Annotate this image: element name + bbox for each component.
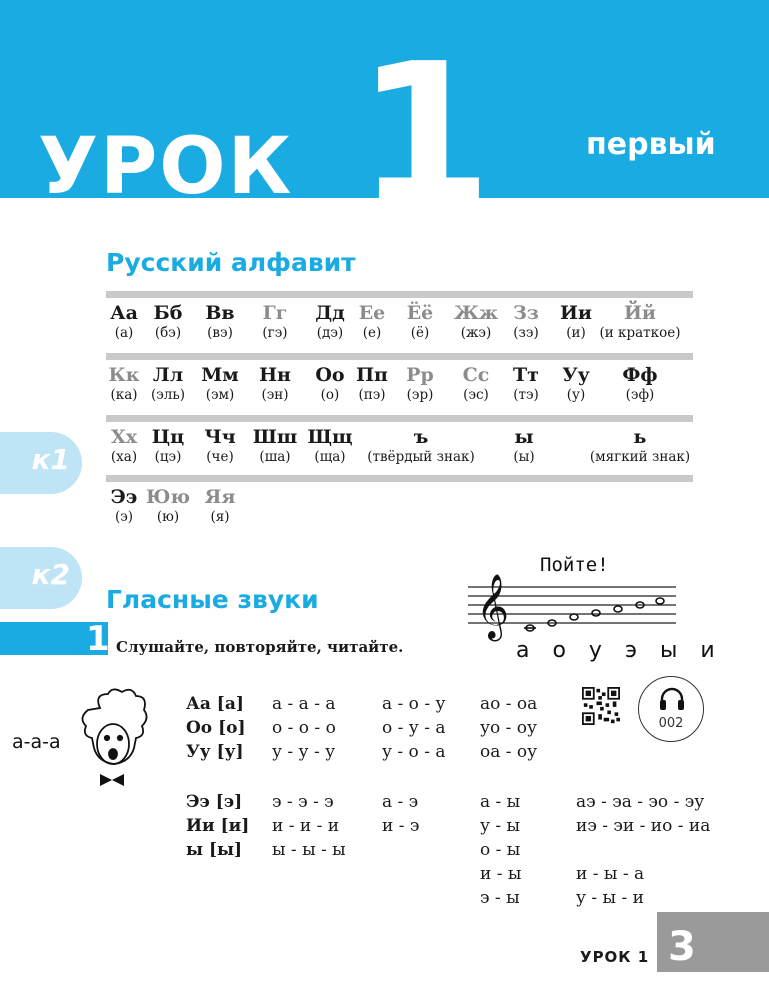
- letter-glyph: ы: [514, 426, 534, 448]
- letter-name: (тэ): [513, 387, 539, 403]
- letter-glyph: Яя: [204, 486, 236, 508]
- row-rule: [106, 353, 693, 360]
- letter-name: (о): [320, 387, 340, 403]
- vowel-drill: у - у - у: [272, 742, 336, 762]
- letter-name: (и краткое): [599, 325, 681, 341]
- letter-name: (че): [206, 449, 234, 465]
- headphones-icon: [658, 685, 686, 713]
- audio-track-number: 002: [658, 716, 684, 731]
- letter-glyph: Йй: [623, 302, 657, 324]
- letter-glyph: Фф: [622, 364, 658, 386]
- exercise-instruction: Слушайте, повторяйте, читайте.: [116, 638, 404, 656]
- vowel-drill: а - о - у: [382, 694, 446, 714]
- vowel-drill: о - ы: [480, 840, 521, 860]
- vowel-drill: ы - ы - ы: [272, 840, 346, 860]
- letter-glyph: Нн: [259, 364, 291, 386]
- letter-glyph: Дд: [315, 302, 345, 324]
- vowels-title: Гласные звуки: [106, 585, 319, 614]
- letter-name: (твёрдый знак): [367, 449, 475, 465]
- letter-name: (и): [566, 325, 586, 341]
- letter-name: (ша): [259, 449, 291, 465]
- letter-name: (а): [114, 325, 134, 341]
- vowel-drill: и - и - и: [272, 816, 340, 836]
- vowel-sound: Уу [у]: [186, 742, 244, 762]
- alphabet-letter: [160, 486, 280, 526]
- letter-glyph: Гг: [262, 302, 288, 324]
- letter-name: (ы): [513, 449, 535, 465]
- letter-name: (цэ): [154, 449, 182, 465]
- letter-name: (эн): [261, 387, 289, 403]
- vowel-drill: и - ы: [480, 864, 522, 884]
- letter-name: (ю): [156, 509, 180, 525]
- alphabet-letter: [580, 426, 700, 466]
- vowel-drill: ао - оа: [480, 694, 538, 714]
- vowel-sound: Оо [о]: [186, 718, 246, 738]
- letter-glyph: Лл: [152, 364, 184, 386]
- vowel-sound: Аа [а]: [186, 694, 244, 714]
- letter-glyph: Хх: [110, 426, 138, 448]
- sing-letters: а о у э ы и: [516, 638, 723, 663]
- qr-code-icon[interactable]: [582, 687, 620, 725]
- letter-name: (эр): [406, 387, 434, 403]
- vowel-drill: и - э: [382, 816, 420, 836]
- letter-name: (вэ): [207, 325, 233, 341]
- lesson-title: УРОК: [38, 122, 294, 212]
- vowel-drill: э - ы: [480, 888, 520, 908]
- lesson-ordinal: первый: [586, 127, 716, 162]
- singing-boy-illustration: [12, 688, 162, 788]
- letter-glyph: Ёё: [406, 302, 434, 324]
- footer-lesson-label: УРОК 1: [580, 948, 650, 966]
- letter-glyph: Рр: [406, 364, 434, 386]
- letter-name: (ща): [314, 449, 346, 465]
- vowel-drill: уо - оу: [480, 718, 538, 738]
- vowel-drill: аэ - эа - эо - эу: [576, 792, 705, 812]
- letter-name: (гэ): [262, 325, 288, 341]
- vowel-drill: у - о - а: [382, 742, 446, 762]
- alphabet-letter: [580, 302, 700, 342]
- vowel-drill: иэ - эи - ио - иа: [576, 816, 711, 836]
- speech-bubble: а-а-а: [12, 731, 61, 753]
- letter-glyph: Тт: [513, 364, 539, 386]
- letter-glyph: Бб: [153, 302, 183, 324]
- letter-name: (дэ): [316, 325, 344, 341]
- letter-name: (пэ): [358, 387, 386, 403]
- tab-k2[interactable]: [0, 547, 82, 609]
- letter-name: (е): [362, 325, 382, 341]
- vowel-drill: оа - оу: [480, 742, 538, 762]
- alphabet-letter: [464, 426, 584, 466]
- letter-glyph: ь: [633, 426, 647, 448]
- letter-name: (эм): [205, 387, 235, 403]
- audio-track[interactable]: [638, 676, 704, 742]
- alphabet-title: Русский алфавит: [106, 248, 356, 277]
- letter-glyph: Ии: [559, 302, 593, 324]
- letter-glyph: Пп: [356, 364, 388, 386]
- letter-glyph: Цц: [151, 426, 185, 448]
- vowel-drill: у - ы: [480, 816, 521, 836]
- row-rule: [106, 475, 693, 482]
- letter-glyph: Уу: [562, 364, 590, 386]
- letter-name: (эф): [625, 387, 655, 403]
- vowel-drill: о - у - а: [382, 718, 446, 738]
- treble-clef-icon: 𝄞: [476, 574, 510, 639]
- vowel-drill: а - ы: [480, 792, 521, 812]
- lesson-number: 1: [356, 22, 493, 250]
- vowel-drill: э - э - э: [272, 792, 334, 812]
- vowel-drill: у - ы - и: [576, 888, 644, 908]
- letter-name: (жэ): [460, 325, 492, 341]
- letter-name: (э): [114, 509, 134, 525]
- letter-glyph: Чч: [204, 426, 236, 448]
- vowel-drill: а - э: [382, 792, 419, 812]
- alphabet-letter: [580, 364, 700, 404]
- letter-name: (я): [210, 509, 230, 525]
- letter-glyph: Юю: [146, 486, 190, 508]
- letter-name: (ка): [110, 387, 138, 403]
- vowel-sound: Ии [и]: [186, 816, 250, 836]
- letter-name: (зэ): [513, 325, 539, 341]
- row-rule: [106, 291, 693, 298]
- letter-glyph: Ээ: [110, 486, 138, 508]
- sing-label: Пойте!: [540, 554, 609, 576]
- letter-glyph: ъ: [413, 426, 429, 448]
- letter-glyph: Оо: [315, 364, 345, 386]
- letter-glyph: Сс: [462, 364, 490, 386]
- alphabet-letter: [361, 426, 481, 466]
- row-rule: [106, 415, 693, 422]
- tab-k1-label: к1: [31, 443, 70, 476]
- letter-glyph: Аа: [110, 302, 138, 324]
- letter-glyph: Кк: [108, 364, 140, 386]
- tab-k2-label: к2: [31, 558, 70, 591]
- vowel-drill: а - а - а: [272, 694, 336, 714]
- tab-k1[interactable]: [0, 432, 82, 494]
- letter-name: (ё): [410, 325, 430, 341]
- vowel-drill: о - о - о: [272, 718, 336, 738]
- letter-name: (ха): [110, 449, 138, 465]
- letter-glyph: Вв: [205, 302, 235, 324]
- letter-glyph: Шш: [252, 426, 298, 448]
- letter-name: (эль): [150, 387, 186, 403]
- vowel-sound: Ээ [э]: [186, 792, 243, 812]
- bow-tie-icon: [100, 774, 124, 786]
- letter-name: (эс): [463, 387, 489, 403]
- letter-glyph: Щщ: [307, 426, 353, 448]
- letter-glyph: Ее: [358, 302, 386, 324]
- music-staff-illustration: [468, 553, 723, 665]
- letter-glyph: Зз: [513, 302, 539, 324]
- letter-name: (мягкий знак): [589, 449, 691, 465]
- letter-glyph: Жж: [453, 302, 499, 324]
- exercise-number: 1: [86, 619, 110, 659]
- vowel-sound: ы [ы]: [186, 840, 243, 860]
- letter-name: (у): [566, 387, 586, 403]
- letter-glyph: Мм: [201, 364, 239, 386]
- letter-name: (бэ): [154, 325, 182, 341]
- page-number: 3: [668, 924, 696, 970]
- vowel-drill: и - ы - а: [576, 864, 645, 884]
